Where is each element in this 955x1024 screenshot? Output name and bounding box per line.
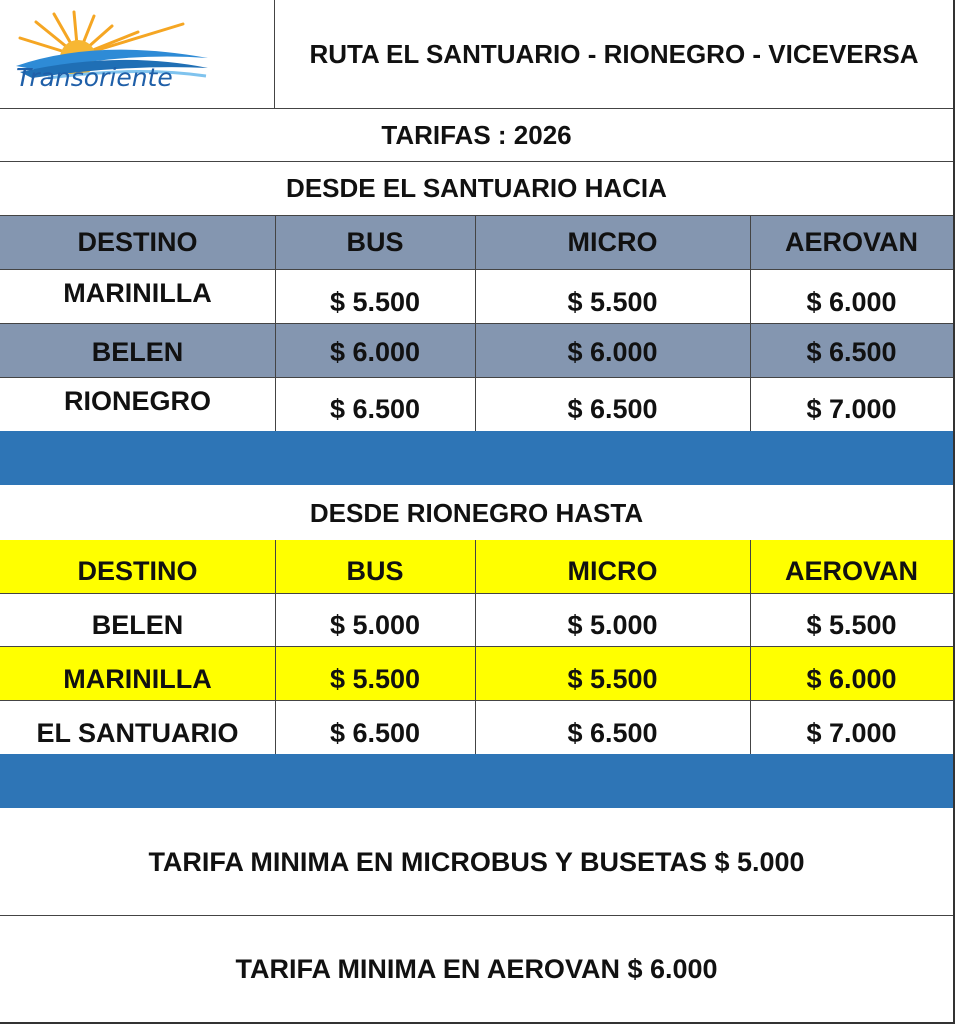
- table-row-micro: $ 6.500: [567, 394, 658, 424]
- col-destino-header: DESTINO: [77, 227, 198, 257]
- table-row-micro: $ 5.000: [567, 610, 658, 640]
- col-micro-header: MICRO: [567, 556, 658, 586]
- col-destino-header: DESTINO: [77, 556, 198, 586]
- table-row-bus: $ 5.500: [329, 286, 421, 317]
- table-row-bus: $ 6.500: [329, 718, 421, 748]
- table-row-bus: $ 6.000: [329, 337, 421, 367]
- logo-text: Transoriente: [16, 63, 173, 92]
- table-row-aerovan: $ 5.500: [806, 610, 897, 640]
- col-micro-header: MICRO: [567, 227, 658, 257]
- table-row-destino: MARINILLA: [63, 664, 212, 694]
- divider-band: [0, 754, 953, 808]
- tarifas-year: TARIFAS : 2026: [381, 119, 572, 150]
- divider-band: [0, 431, 953, 485]
- table-row-micro: $ 5.500: [567, 286, 658, 317]
- table-row-aerovan: $ 7.000: [806, 718, 897, 748]
- table-row-micro: $ 6.500: [567, 718, 658, 748]
- table-row-destino: MARINILLA: [63, 277, 212, 308]
- route-title: RUTA EL SANTUARIO - RIONEGRO - VICEVERSA: [309, 38, 919, 69]
- col-aerovan-header: AEROVAN: [784, 556, 918, 586]
- table-row-destino: EL SANTUARIO: [36, 718, 239, 748]
- min-fare-microbus: TARIFA MINIMA EN MICROBUS Y BUSETAS $ 5.000: [148, 846, 805, 877]
- table-row-destino: BELEN: [91, 337, 184, 367]
- table-row-aerovan: $ 7.000: [806, 394, 897, 424]
- min-fare-aerovan: TARIFA MINIMA EN AEROVAN $ 6.000: [235, 953, 718, 984]
- section2-title: DESDE RIONEGRO HASTA: [309, 497, 644, 528]
- table-row-aerovan: $ 6.500: [806, 337, 897, 367]
- transoriente-logo: [8, 8, 268, 103]
- table-row-destino: RIONEGRO: [63, 386, 211, 416]
- table-row-aerovan: $ 6.000: [806, 286, 897, 317]
- table-row-destino: BELEN: [91, 610, 184, 640]
- table-row-micro: $ 5.500: [567, 664, 658, 694]
- table-row-bus: $ 6.500: [329, 394, 421, 424]
- table-row-aerovan: $ 6.000: [806, 664, 897, 694]
- col-bus-header: BUS: [346, 556, 404, 586]
- table-row-bus: $ 5.500: [329, 664, 421, 694]
- section1-title: DESDE EL SANTUARIO HACIA: [286, 173, 667, 203]
- col-bus-header: BUS: [346, 227, 404, 257]
- col-aerovan-header: AEROVAN: [784, 227, 918, 257]
- table-row-bus: $ 5.000: [329, 610, 421, 640]
- table-row-micro: $ 6.000: [567, 337, 658, 367]
